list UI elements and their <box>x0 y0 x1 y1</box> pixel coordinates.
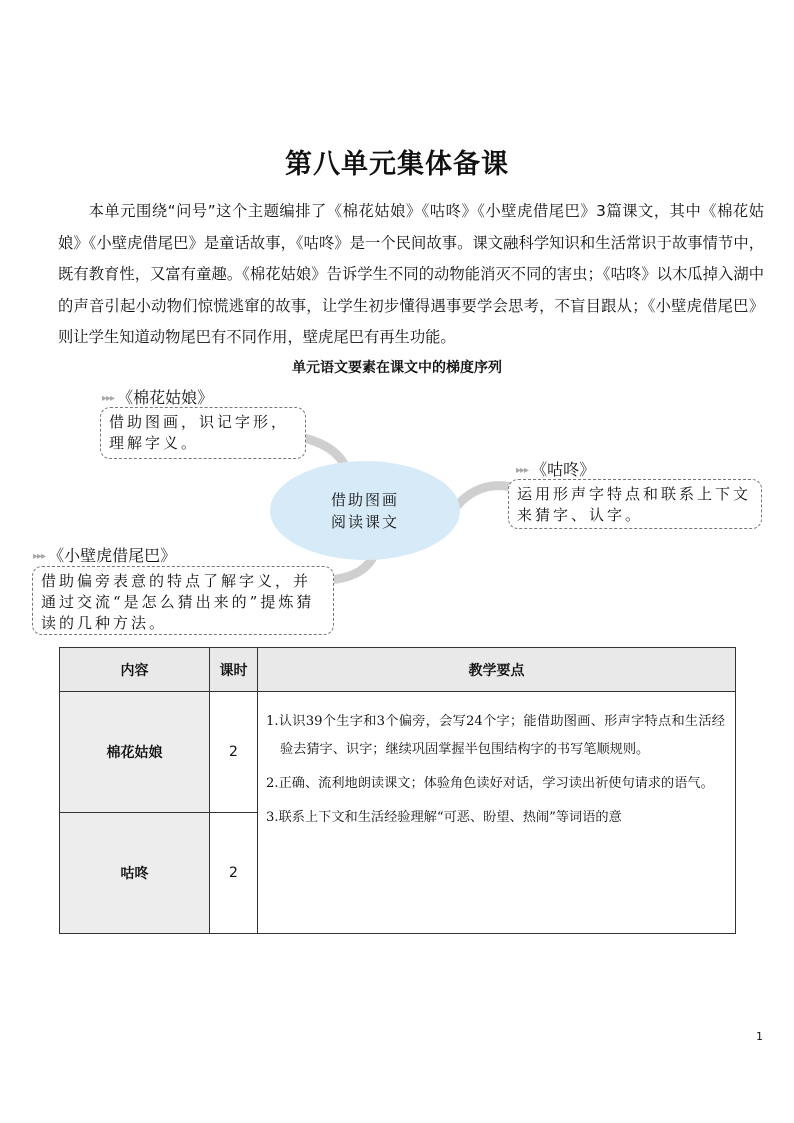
lesson-title-gudong: ▸▸▸ 《咕咚》 <box>516 460 596 479</box>
teaching-plan-table <box>59 647 736 934</box>
key-point-item: 2.正确、流利地朗读课文；体验角色读好对话，学习读出祈使句请求的语气。 <box>266 776 714 791</box>
page-number: 1 <box>756 1030 763 1043</box>
triple-arrow-icon: ▸▸▸ <box>33 551 46 562</box>
header-content: 内容 <box>60 648 210 692</box>
key-point-item: 3.联系上下文和生活经验理解“可恶、盼望、热闹”等词语的意 <box>266 810 622 825</box>
triple-arrow-icon: ▸▸▸ <box>102 393 115 404</box>
lesson-box-gudong: 运用形声字特点和联系上下文来猜字、认字。 <box>508 479 762 529</box>
lesson-box-xiaobihu: 借助偏旁表意的特点了解字义，并通过交流“是怎么猜出来的”提炼猜读的几种方法。 <box>32 566 334 635</box>
center-ellipse <box>270 461 460 560</box>
header-hours: 课时 <box>210 648 258 692</box>
table-header-row <box>60 648 736 692</box>
page-title: 第八单元集体备课 <box>285 149 509 180</box>
key-points-cell <box>258 692 736 934</box>
row-hours: 2 <box>210 813 258 934</box>
lesson-title-mianhua: ▸▸▸ 《棉花姑娘》 <box>102 388 214 407</box>
unit-intro-paragraph: 本单元围绕“问号”这个主题编排了《棉花姑娘》《咕咚》《小壁虎借尾巴》3篇课文，其中《棉花姑娘》《小壁虎借尾巴》是童话故事，《咕咚》是一个民间故事。课文融科学知识和生活常识于故事情节中，既有教育性，又富有童趣。《棉花姑娘》告诉学生不同的动物能消灭不同的害虫；《咕咚》以木瓜掉入湖中的声音引起小动物们惊慌逃窜的故事，让学生初步懂得遇事要学会思考，不盲目跟从；《小壁虎借尾巴》则让学生知道动物尾巴有不同作用，壁虎尾巴有再生功能。 <box>58 202 764 346</box>
diagram-subtitle: 单元语文要素在课文中的梯度序列 <box>292 360 502 376</box>
header-key-points: 教学要点 <box>258 648 736 692</box>
row-name: 咕咚 <box>60 813 210 934</box>
triple-arrow-icon: ▸▸▸ <box>516 465 529 476</box>
row-name: 棉花姑娘 <box>60 692 210 813</box>
key-point-item: 1.认识39个生字和3个偏旁，会写24个字；能借助图画、形声字特点和生活经验去猜字、识字；继续巩固掌握半包围结构字的书写笔顺规则。 <box>266 714 725 757</box>
row-hours: 2 <box>210 692 258 813</box>
lesson-title-xiaobihu: ▸▸▸ 《小壁虎借尾巴》 <box>33 546 177 565</box>
center-text-line1: 借助图画 <box>330 490 399 509</box>
center-text-line2: 阅读课文 <box>330 512 399 531</box>
lesson-box-mianhua: 借助图画，识记字形，理解字义。 <box>100 407 306 459</box>
table-row <box>60 692 736 813</box>
